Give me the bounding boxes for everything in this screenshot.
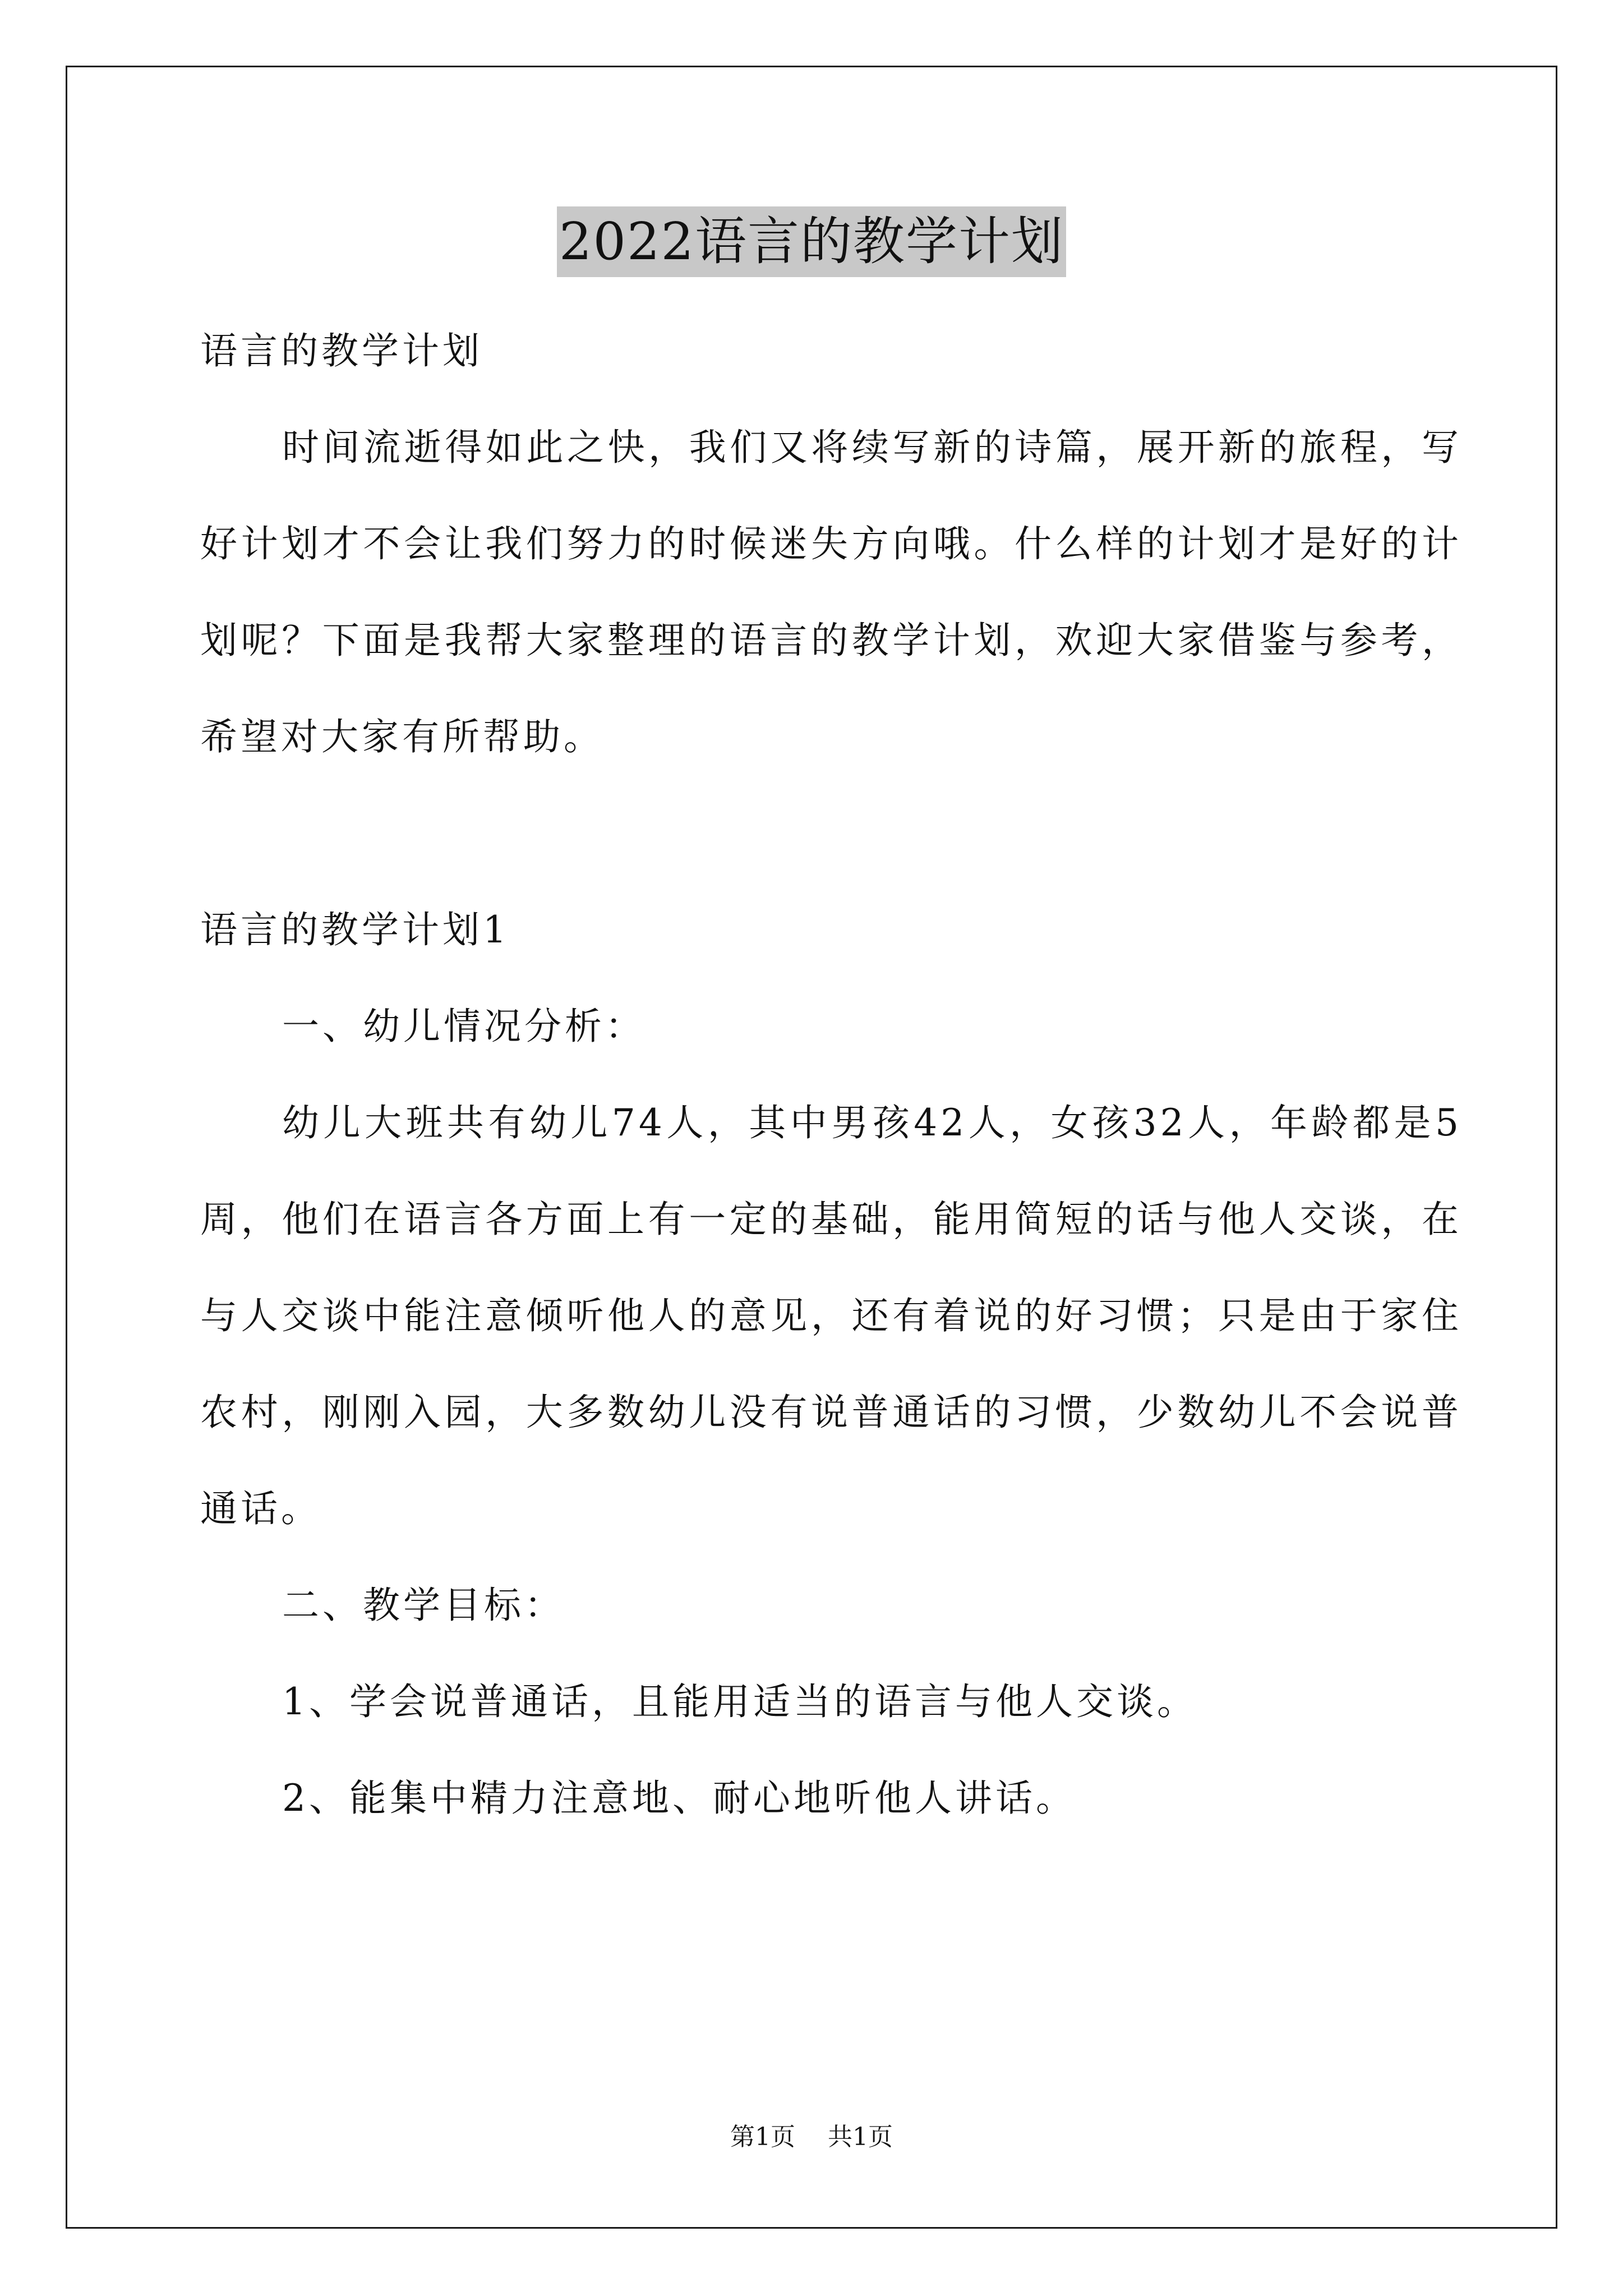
analysis-paragraph: 幼儿大班共有幼儿74人，其中男孩42人，女孩32人，年龄都是5周，他们在语言各方面上有一定的基础，能用简短的话与他人交谈，在与人交谈中能注意倾听他人的意见，还有着说的好习惯；只是由于家住农村，刚刚入园，大多数幼儿没有说普通话的习惯，少数幼儿不会说普通话。 <box>200 1101 1462 1530</box>
goal-item-2: 2、能集中精力注意地、耐心地听他人讲话。 <box>282 1777 1076 1820</box>
document-body <box>200 303 1462 1847</box>
intro-paragraph: 时间流逝得如此之快，我们又将续写新的诗篇，展开新的旅程，写好计划才不会让我们努力的时候迷失方向哦。什么样的计划才是好的计划呢？下面是我帮大家整理的语言的教学计划，欢迎大家借鉴与参考，希望对大家有所帮助。 <box>200 426 1462 758</box>
spacer <box>200 785 1462 882</box>
page-total: 共1页 <box>828 2123 893 2151</box>
document-title: 2022语言的教学计划 <box>557 206 1066 277</box>
analysis-heading: 一、幼儿情况分析： <box>282 1005 645 1048</box>
subtitle: 语言的教学计划 <box>200 329 483 372</box>
goal-item-1: 1、学会说普通话，且能用适当的语言与他人交谈。 <box>282 1680 1197 1723</box>
page-number: 第1页 <box>730 2123 795 2151</box>
goals-heading: 二、教学目标： <box>282 1584 565 1627</box>
title-wrap <box>0 206 1623 277</box>
page-footer <box>0 2120 1623 2154</box>
section-heading: 语言的教学计划1 <box>200 908 510 951</box>
